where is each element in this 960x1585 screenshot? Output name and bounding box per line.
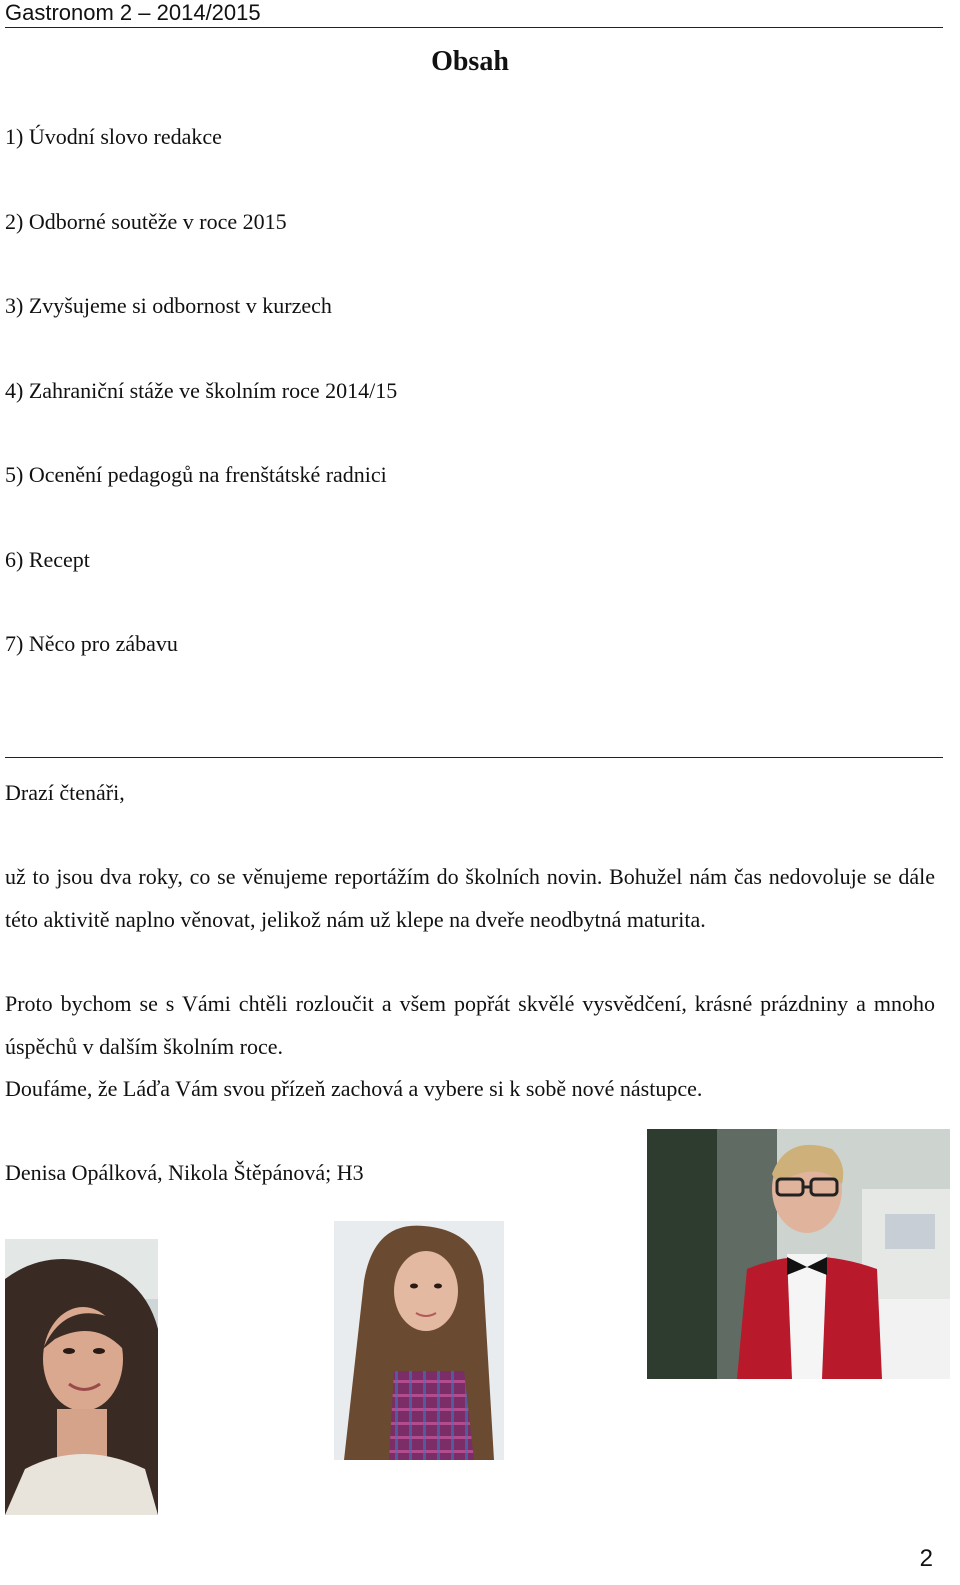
toc-item: 3) Zvyšujeme si odbornost v kurzech xyxy=(5,293,332,318)
letter-paragraph-1: už to jsou dva roky, co se věnujeme reportážím do školních novin. Bohužel nám čas nedovoluje se dále této aktivitě naplno věnovat, jelikož nám už klepe na dveře neodbytná maturita. xyxy=(5,864,935,932)
author-photo-2 xyxy=(334,1221,504,1460)
toc-item: 7) Něco pro zábavu xyxy=(5,631,178,656)
toc-item: 6) Recept xyxy=(5,547,90,572)
page-title: Obsah xyxy=(431,46,509,77)
page-number: 2 xyxy=(919,1545,933,1572)
letter-paragraph-3: Doufáme, že Láďa Vám svou přízeň zachová a vybere si k sobě nové nástupce. xyxy=(5,1076,703,1101)
toc-item: 4) Zahraniční stáže ve školním roce 2014/15 xyxy=(5,378,398,403)
author-photo-1 xyxy=(5,1239,158,1515)
running-header: Gastronom 2 – 2014/2015 xyxy=(5,0,943,28)
toc-item: 1) Úvodní slovo redakce xyxy=(5,124,222,149)
letter-signature: Denisa Opálková, Nikola Štěpánová; H3 xyxy=(5,1160,364,1185)
toc-item: 5) Ocenění pedagogů na frenštátské radnici xyxy=(5,462,387,487)
letter-greeting: Drazí čtenáři, xyxy=(5,780,125,805)
section-divider xyxy=(5,757,943,758)
letter-paragraph-2: Proto bychom se s Vámi chtěli rozloučit a všem popřát skvělé vysvědčení, krásné prázdniny a mnoho úspěchů v dalším školním roce. xyxy=(5,991,935,1059)
author-photo-3 xyxy=(647,1129,950,1379)
toc-item: 2) Odborné soutěže v roce 2015 xyxy=(5,209,287,234)
